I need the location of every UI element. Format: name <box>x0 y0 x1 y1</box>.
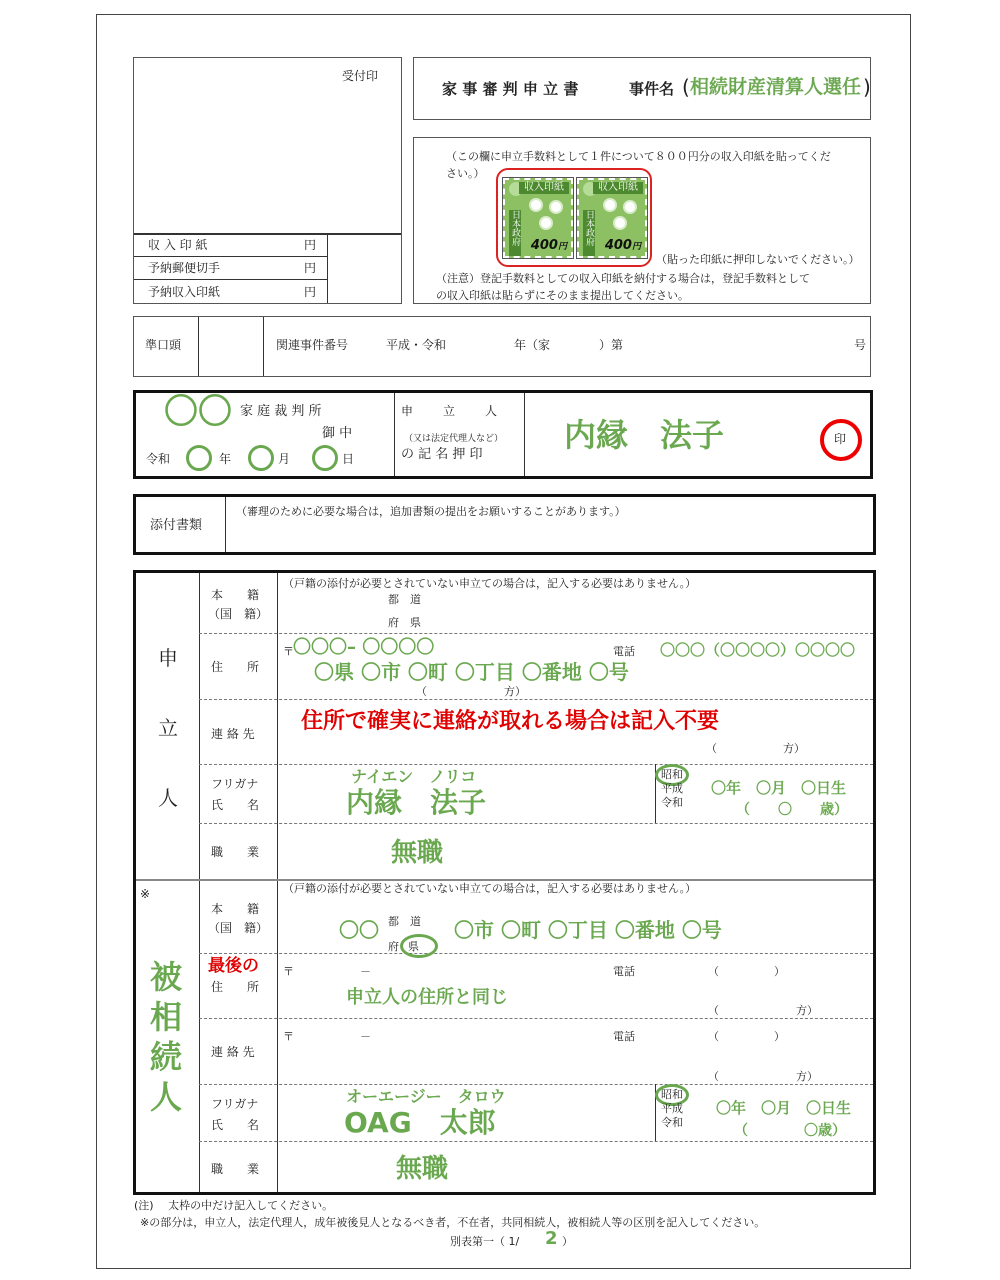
furigana-label: フリガナ <box>211 777 259 791</box>
stamp-value: 400 <box>604 238 632 253</box>
flower-icon <box>613 216 627 230</box>
decedent-furigana: オーエージー タロウ <box>346 1087 506 1106</box>
address-label: 住 所 <box>211 980 260 994</box>
number-label: ）第 <box>599 338 624 352</box>
applicant-signature: 内縁 法子 <box>564 416 725 454</box>
era-option: 平成 <box>661 782 683 795</box>
year-label: 年（家 <box>514 338 551 352</box>
era-option: 令和 <box>661 796 683 809</box>
paren: ) <box>863 75 871 99</box>
receipt-box <box>133 57 402 304</box>
prefecture: 〇〇 <box>339 918 379 942</box>
job-label: 職 業 <box>211 1162 260 1176</box>
flower-icon <box>623 200 637 214</box>
contact-label: 連 絡 先 <box>211 1045 255 1059</box>
era-option: 平成 <box>661 1102 683 1115</box>
job-label: 職 業 <box>211 845 260 859</box>
attachments-note: （審理のために必要な場合は，追加書類の提出をお願いすることがあります。） <box>236 505 626 518</box>
section-label: 申 <box>158 646 178 670</box>
asterisk-mark: ※ <box>140 887 151 901</box>
postal-dash: － <box>360 1030 371 1043</box>
form-title: 家 事 審 判 申 立 書 <box>442 80 579 98</box>
applicant-label: 申 立 人 <box>401 404 500 418</box>
postal-mark: 〒 <box>283 965 294 978</box>
related-case-row <box>133 316 871 377</box>
kata-label: （ 方） <box>706 742 805 755</box>
court-signature-box <box>133 390 873 479</box>
birth-date: 〇年 〇月 〇日生 <box>711 779 847 797</box>
stamp-unit: 円 <box>631 242 641 252</box>
go-label: 号 <box>854 338 867 352</box>
fee-instruction: さい。） <box>446 167 485 180</box>
onchu-label: 御 中 <box>322 426 353 441</box>
footer-note: ※の部分は，申立人，法定代理人，成年被後見人となるべき者，不在者，共同相続人，被相続人等の区別を記入してください。 <box>140 1216 766 1229</box>
section-label: 人 <box>158 786 178 810</box>
circle-mark <box>186 445 212 471</box>
address-value: 〇県 〇市 〇町 〇丁目 〇番地 〇号 <box>314 660 629 684</box>
day-label: 日 <box>342 452 355 466</box>
kokuseki-label: （国 籍） <box>208 607 269 621</box>
parties-table <box>133 570 876 1195</box>
year-label: 年 <box>219 452 232 466</box>
case-name: 相続財産清算人選任 <box>690 76 862 98</box>
circle-mark <box>312 445 338 471</box>
page-indicator: 別表第一（ 1/ <box>450 1235 520 1248</box>
page-number: 2 <box>545 1228 558 1249</box>
postal-mark: 〒 <box>283 645 294 658</box>
postal-code: 〇〇〇– 〇〇〇〇 <box>293 637 435 658</box>
footer-note: (注) 太枠の中だけ記入してください。 <box>134 1199 334 1212</box>
related-case-label: 関連事件番号 <box>276 338 349 352</box>
section-label: 続 <box>150 1038 183 1076</box>
court-suffix: 家 庭 裁 判 所 <box>240 404 322 419</box>
fee-row-unit: 円 <box>304 238 317 252</box>
flower-icon <box>529 198 543 212</box>
fee-stamp-box <box>413 137 871 304</box>
kata-label: （ 方） <box>416 685 526 698</box>
contact-label: 連 絡 先 <box>211 727 255 741</box>
address-label: 住 所 <box>211 660 260 674</box>
stamp-side: 日本政府 <box>583 210 595 256</box>
fee-note: （注意）登記手数料としての収入印紙を納付する場合は，登記手数料として <box>436 272 810 285</box>
fee-row-label: 予納郵便切手 <box>148 261 221 275</box>
stamp-side: 日本政府 <box>509 210 521 256</box>
agent-note: （又は法定代理人など） <box>404 434 504 444</box>
section-label: 被 <box>150 958 183 996</box>
flower-icon <box>603 198 617 212</box>
month-label: 月 <box>278 452 291 466</box>
title-box <box>413 57 871 120</box>
court-name: 〇〇 <box>164 392 232 432</box>
flower-icon <box>549 200 563 214</box>
kata-label: （ 方） <box>708 1004 818 1017</box>
fee-note: の収入印紙は貼らずにそのまま提出してください。 <box>436 289 689 302</box>
kokuseki-label: （国 籍） <box>208 921 269 935</box>
fu-label: 府 <box>388 940 399 953</box>
honseki-label: 本 籍 <box>211 588 260 602</box>
section-label: 相 <box>150 998 183 1036</box>
to-do-label: 都 道 <box>388 593 421 606</box>
applicant-name: 内縁 法子 <box>346 786 487 819</box>
sign-label: の 記 名 押 印 <box>401 447 483 462</box>
phone-label: 電話 <box>613 965 635 978</box>
seal-label: 印 <box>834 432 847 446</box>
phone-value: 〇〇〇（〇〇〇〇）〇〇〇〇 <box>660 641 856 659</box>
honseki-value: 〇市 〇町 〇丁目 〇番地 〇号 <box>454 918 722 942</box>
applicant-furigana: ナイエン ノリコ <box>351 767 477 786</box>
fee-instruction: （貼った印紙に押印しないでください。） <box>656 253 860 266</box>
circle-mark <box>248 445 274 471</box>
attachments-label: 添付書類 <box>150 518 203 533</box>
address-value: 申立人の住所と同じ <box>346 987 508 1008</box>
fee-row-unit: 円 <box>304 261 317 275</box>
era-label: 平成・令和 <box>386 338 447 352</box>
age: （ 〇 歳） <box>736 802 848 818</box>
fee-row-label: 予納収入印紙 <box>148 285 221 299</box>
revenue-stamp <box>503 178 573 258</box>
ken-selected-circle <box>400 934 438 958</box>
fee-row-unit: 円 <box>304 285 317 299</box>
honseki-label: 本 籍 <box>211 902 260 916</box>
fu-ken-label: 府 県 <box>388 616 421 629</box>
name-label: 氏 名 <box>211 1118 260 1132</box>
era-option: 昭和 <box>661 768 683 781</box>
name-label: 氏 名 <box>211 798 260 812</box>
birth-date: 〇年 〇月 〇日生 <box>716 1099 852 1117</box>
stamp-value: 400 <box>530 238 558 253</box>
era-option: 昭和 <box>661 1088 683 1101</box>
stamp-header: 収入印紙 <box>519 182 569 194</box>
phone-label: 電話 <box>613 645 635 658</box>
flower-icon <box>539 216 553 230</box>
decedent-job: 無職 <box>396 1154 449 1184</box>
honseki-note: （戸籍の添付が必要とされていない申立ての場合は，記入する必要はありません。） <box>283 577 697 590</box>
postal-dash: － <box>360 965 371 978</box>
ken-label: 県 <box>408 940 419 953</box>
receipt-stamp-label: 受付印 <box>342 69 379 83</box>
contact-note: 住所で確実に連絡が取れる場合は記入不要 <box>301 709 720 734</box>
phone-paren: （ ） <box>708 1030 785 1043</box>
section-label: 人 <box>150 1078 183 1116</box>
revenue-stamp <box>577 178 647 258</box>
last-label: 最後の <box>208 956 259 976</box>
stamp-unit: 円 <box>557 242 567 252</box>
era-label: 令和 <box>146 452 171 466</box>
honseki-note: （戸籍の添付が必要とされていない申立ての場合は，記入する必要はありません。） <box>283 882 697 895</box>
seal-circle <box>820 419 862 461</box>
fee-row-label: 収 入 印 紙 <box>148 238 208 252</box>
decedent-name: OAG 太郎 <box>344 1106 496 1139</box>
case-label: 事件名 <box>629 80 675 98</box>
phone-label: 電話 <box>613 1030 635 1043</box>
stamp-header: 収入印紙 <box>593 182 643 194</box>
fee-instruction: （この欄に申立手数料として１件について８００円分の収入印紙を貼ってくだ <box>446 150 831 163</box>
section-label: 立 <box>158 716 178 740</box>
age: （ 〇歳） <box>734 1123 846 1139</box>
oral-label: 準口頭 <box>145 338 182 352</box>
phone-paren: （ ） <box>708 965 785 978</box>
revenue-stamps <box>496 168 652 267</box>
page-indicator: ） <box>562 1235 573 1248</box>
postal-mark: 〒 <box>283 1030 294 1043</box>
kata-label: （ 方） <box>708 1070 818 1083</box>
furigana-label: フリガナ <box>211 1097 259 1111</box>
attachments-box <box>133 494 876 555</box>
to-do-label: 都 道 <box>388 915 421 928</box>
applicant-job: 無職 <box>391 838 444 868</box>
paren: ( <box>682 75 690 99</box>
era-option: 令和 <box>661 1116 683 1129</box>
